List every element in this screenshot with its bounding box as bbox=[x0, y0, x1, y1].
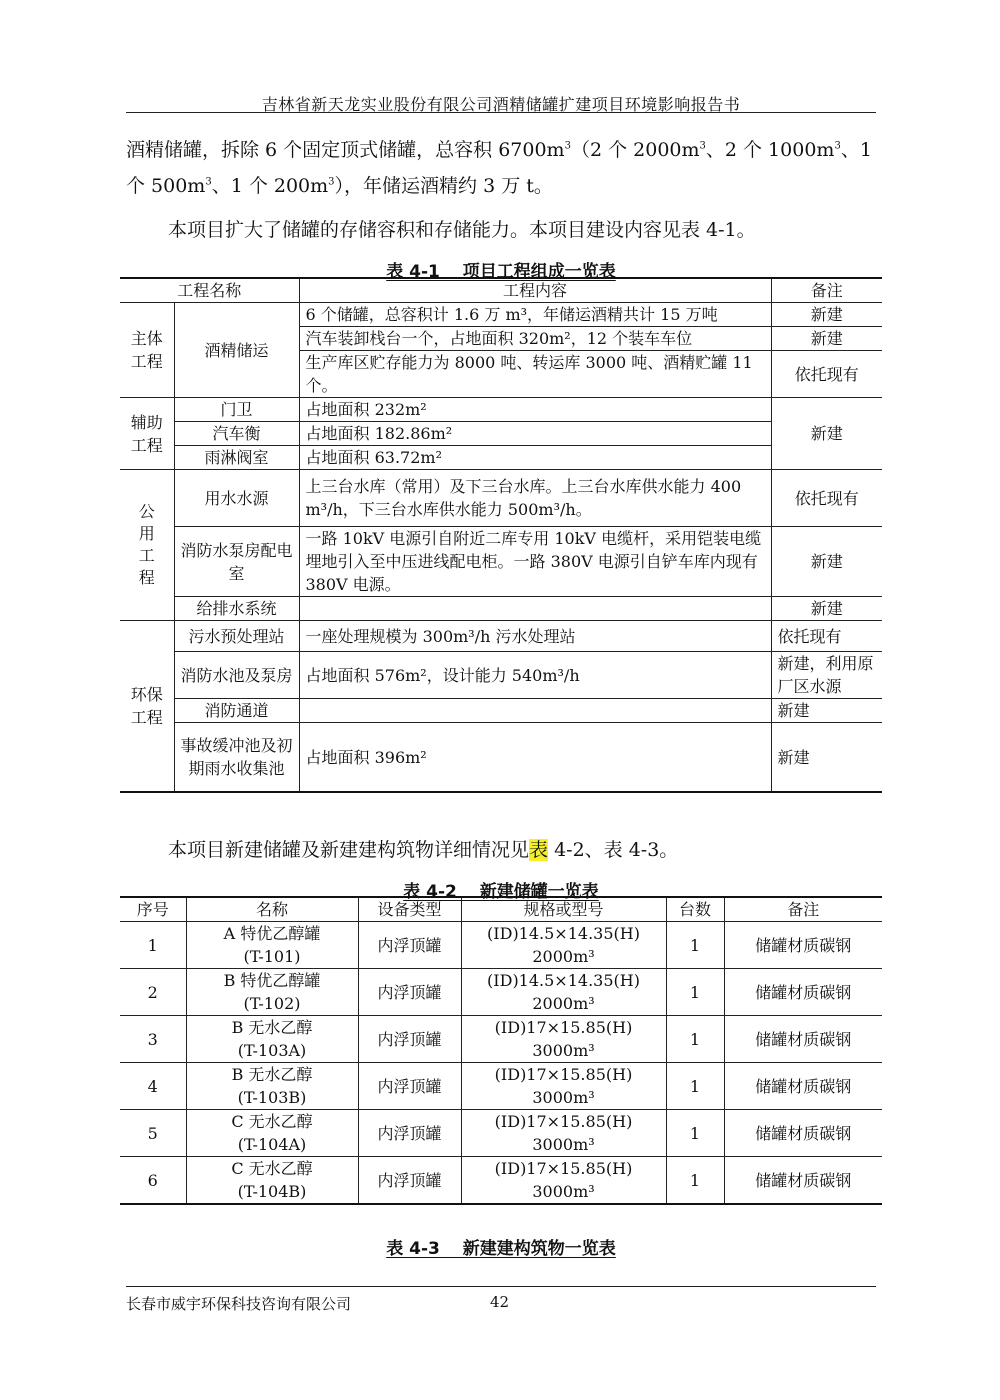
table-row bbox=[120, 1063, 882, 1110]
project-composition-table bbox=[120, 277, 882, 793]
item-content: 上三台水库（常用）及下三台水库。上三台水库供水能力 400 m³/h，下三台水库供水能力 500m³/h。 bbox=[299, 470, 771, 527]
tank-spec: (ID)17×15.85(H) 3000m³ bbox=[461, 1063, 666, 1110]
item-name: 汽车衡 bbox=[174, 422, 299, 446]
table-row bbox=[120, 597, 882, 621]
item-content: 生产库区贮存能力为 8000 吨、转运库 3000 吨、酒精贮罐 11 个。 bbox=[299, 351, 771, 398]
item-note: 新建 bbox=[771, 527, 882, 597]
paragraph-tank-summary: 酒精储罐，拆除 6 个固定顶式储罐，总容积 $6700m^3(2$ 个 $2000m^3$、2 个 $1000m^3$、1 个 $500m^3$、1 个 $200m^3$），年储运酒精约 3 万 t。 bbox=[126, 139, 872, 197]
row-number: 6 bbox=[120, 1157, 186, 1205]
item-name: 给排水系统 bbox=[174, 597, 299, 621]
tank-type: 内浮顶罐 bbox=[358, 969, 461, 1016]
footer-company: 长春市威宇环保科技咨询有限公司 bbox=[126, 1295, 352, 1313]
table-row bbox=[120, 527, 882, 597]
tank-spec: (ID)14.5×14.35(H) 2000m³ bbox=[461, 922, 666, 969]
table-row bbox=[120, 1016, 882, 1063]
item-name: 门卫 bbox=[174, 398, 299, 422]
tank-type: 内浮顶罐 bbox=[358, 1063, 461, 1110]
table1-caption: 表 4-1 项目工程组成一览表 bbox=[386, 262, 616, 282]
tank-name: B 特优乙醇罐 (T-102) bbox=[186, 969, 358, 1016]
item-content: 占地面积 63.72m² bbox=[299, 446, 771, 470]
tank-name: C 无水乙醇 (T-104B) bbox=[186, 1157, 358, 1205]
item-content: 汽车装卸栈台一个，占地面积 320m²，12 个装车车位 bbox=[299, 327, 771, 351]
item-content bbox=[299, 597, 771, 621]
tank-qty: 1 bbox=[666, 1110, 724, 1157]
table-row bbox=[120, 470, 882, 527]
tank-type: 内浮顶罐 bbox=[358, 1016, 461, 1063]
table-header-cell: 备注 bbox=[724, 897, 882, 922]
item-note: 新建 bbox=[771, 327, 882, 351]
item-name: 雨淋阀室 bbox=[174, 446, 299, 470]
tank-note: 储罐材质碳钢 bbox=[724, 1157, 882, 1205]
item-note: 依托现有 bbox=[771, 621, 882, 652]
tank-note: 储罐材质碳钢 bbox=[724, 1110, 882, 1157]
item-name: 污水预处理站 bbox=[174, 621, 299, 652]
table-row bbox=[120, 723, 882, 793]
tank-name: A 特优乙醇罐 (T-101) bbox=[186, 922, 358, 969]
group-main: 主体工程 bbox=[120, 303, 174, 398]
tank-note: 储罐材质碳钢 bbox=[724, 969, 882, 1016]
item-name: 消防水泵房配电室 bbox=[174, 527, 299, 597]
tank-note: 储罐材质碳钢 bbox=[724, 1063, 882, 1110]
footer-rule bbox=[126, 1286, 876, 1287]
item-content: 占地面积 182.86m² bbox=[299, 422, 771, 446]
table-header-cell: 工程名称 bbox=[120, 278, 299, 303]
table-row bbox=[120, 922, 882, 969]
group-public: 公用工程 bbox=[120, 470, 174, 621]
tank-name: B 无水乙醇 (T-103A) bbox=[186, 1016, 358, 1063]
tank-qty: 1 bbox=[666, 1063, 724, 1110]
tank-qty: 1 bbox=[666, 1016, 724, 1063]
tank-note: 储罐材质碳钢 bbox=[724, 1016, 882, 1063]
item-content bbox=[299, 699, 771, 723]
table3-caption: 表 4-3 新建建构筑物一览表 bbox=[386, 1239, 616, 1259]
tank-type: 内浮顶罐 bbox=[358, 1157, 461, 1205]
paragraph-capacity: 本项目扩大了储罐的存储容积和存储能力。本项目建设内容见表 4-1。 bbox=[168, 219, 756, 241]
item-note: 新建 bbox=[771, 398, 882, 470]
item-content: 6 个储罐，总容积计 1.6 万 m³，年储运酒精共计 15 万吨 bbox=[299, 303, 771, 327]
row-number: 3 bbox=[120, 1016, 186, 1063]
page-header-title: 吉林省新天龙实业股份有限公司酒精储罐扩建项目环境影响报告书 bbox=[261, 95, 741, 114]
item-note: 新建，利用原厂区水源 bbox=[771, 652, 882, 699]
item-content: 一路 10kV 电源引自附近二库专用 10kV 电缆杆，采用铠装电缆埋地引入至中压进线配电柜。一路 380V 电源引自铲车库内现有 380V 电源。 bbox=[299, 527, 771, 597]
item-name: 消防通道 bbox=[174, 699, 299, 723]
tank-spec: (ID)17×15.85(H) 3000m³ bbox=[461, 1157, 666, 1205]
item-content: 占地面积 576m²，设计能力 540m³/h bbox=[299, 652, 771, 699]
tank-type: 内浮顶罐 bbox=[358, 1110, 461, 1157]
table-row bbox=[120, 446, 882, 470]
item-note: 新建 bbox=[771, 699, 882, 723]
item-note: 依托现有 bbox=[771, 351, 882, 398]
table-header-cell: 规格或型号 bbox=[461, 897, 666, 922]
page-number: 42 bbox=[490, 1293, 510, 1311]
tank-spec: (ID)17×15.85(H) 3000m³ bbox=[461, 1016, 666, 1063]
tank-spec: (ID)14.5×14.35(H) 2000m³ bbox=[461, 969, 666, 1016]
header-rule bbox=[126, 112, 876, 113]
table-header-cell: 设备类型 bbox=[358, 897, 461, 922]
row-number: 5 bbox=[120, 1110, 186, 1157]
paragraph-tables-ref: 本项目新建储罐及新建建构筑物详细情况见表 4-2、表 4-3。 bbox=[168, 839, 679, 861]
table-header-row bbox=[120, 897, 882, 922]
tank-note: 储罐材质碳钢 bbox=[724, 922, 882, 969]
table-row bbox=[120, 969, 882, 1016]
row-number: 4 bbox=[120, 1063, 186, 1110]
table-row bbox=[120, 621, 882, 652]
tank-spec: (ID)17×15.85(H) 3000m³ bbox=[461, 1110, 666, 1157]
item-note: 新建 bbox=[771, 723, 882, 793]
item-content: 一座处理规模为 300m³/h 污水处理站 bbox=[299, 621, 771, 652]
table2-caption: 表 4-2 新建储罐一览表 bbox=[403, 882, 599, 902]
table-row bbox=[120, 422, 882, 446]
item-name: 消防水池及泵房 bbox=[174, 652, 299, 699]
new-tanks-table bbox=[120, 896, 882, 1205]
item-note: 新建 bbox=[771, 303, 882, 327]
group-env: 环保工程 bbox=[120, 621, 174, 793]
table-header-cell: 台数 bbox=[666, 897, 724, 922]
table-header-row bbox=[120, 278, 882, 303]
tank-name: C 无水乙醇 (T-104A) bbox=[186, 1110, 358, 1157]
highlighted-text: 表 bbox=[529, 839, 549, 861]
group-aux: 辅助工程 bbox=[120, 398, 174, 470]
table-header-cell: 序号 bbox=[120, 897, 186, 922]
row-number: 2 bbox=[120, 969, 186, 1016]
table-row bbox=[120, 699, 882, 723]
item-content: 占地面积 396m² bbox=[299, 723, 771, 793]
table-header-cell: 名称 bbox=[186, 897, 358, 922]
item-content: 占地面积 232m² bbox=[299, 398, 771, 422]
table-header-cell: 工程内容 bbox=[299, 278, 771, 303]
tank-qty: 1 bbox=[666, 969, 724, 1016]
item-note: 新建 bbox=[771, 597, 882, 621]
item-name: 事故缓冲池及初期雨水收集池 bbox=[174, 723, 299, 793]
table-row bbox=[120, 652, 882, 699]
item-name: 用水水源 bbox=[174, 470, 299, 527]
tank-name: B 无水乙醇 (T-103B) bbox=[186, 1063, 358, 1110]
tank-qty: 1 bbox=[666, 922, 724, 969]
item-note: 依托现有 bbox=[771, 470, 882, 527]
table-row bbox=[120, 1157, 882, 1205]
table-row bbox=[120, 303, 882, 327]
table-header-cell: 备注 bbox=[771, 278, 882, 303]
tank-type: 内浮顶罐 bbox=[358, 922, 461, 969]
row-number: 1 bbox=[120, 922, 186, 969]
table-row bbox=[120, 398, 882, 422]
tank-qty: 1 bbox=[666, 1157, 724, 1205]
item-name: 酒精储运 bbox=[174, 303, 299, 398]
table-row bbox=[120, 1110, 882, 1157]
